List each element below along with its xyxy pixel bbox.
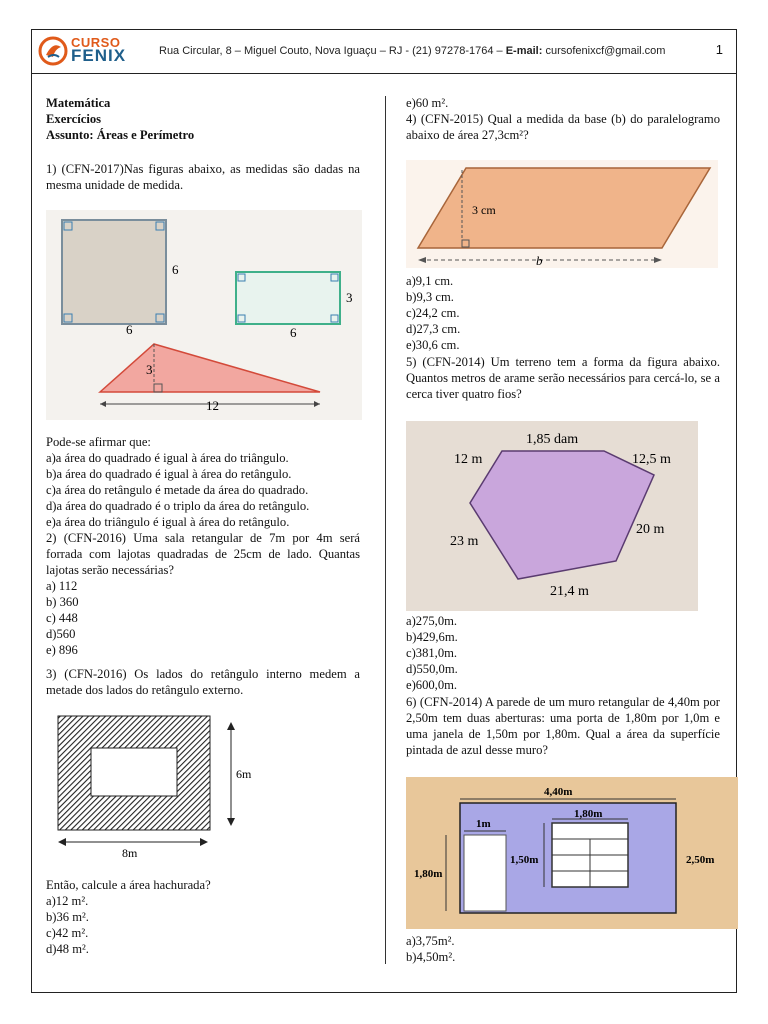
question-4-text: 4) (CFN-2015) Qual a medida da base (b) do paralelogramo abaixo de área 27,3cm²? xyxy=(406,112,720,142)
email-label: E-mail: xyxy=(505,45,543,57)
q6-option-b: b)4,50m². xyxy=(406,950,456,964)
address-text: Rua Circular, 8 – Miguel Couto, Nova Iguaçu – RJ - (21) 97278-1764 – xyxy=(159,45,503,57)
q1-option-a: a)a área do quadrado é igual à área do triângulo. xyxy=(46,451,289,465)
fig1-label-rect-side: 3 xyxy=(346,290,353,305)
fig3-label-height: 6m xyxy=(236,767,252,781)
fig6-label-width: 4,40m xyxy=(544,786,573,798)
fig5-label-right: 20 m xyxy=(636,522,665,537)
q1-option-d: d)a área do quadrado é o triplo da área do retângulo. xyxy=(46,499,310,513)
question-4 xyxy=(406,95,720,143)
q4-option-b: b)9,3 cm. xyxy=(406,290,454,304)
q2-option-b: b) 360 xyxy=(46,595,79,609)
q2-option-c: c) 448 xyxy=(46,611,78,625)
fig6-label-window-height: 1,50m xyxy=(510,854,539,866)
question-6 xyxy=(406,694,720,758)
fig5-label-top: 1,85 dam xyxy=(526,432,579,447)
q3-option-e: e)60 m². xyxy=(406,96,449,110)
fig5-label-top-right: 12,5 m xyxy=(632,452,671,467)
fig3-label-width: 8m xyxy=(122,846,138,860)
figure-5 xyxy=(406,421,698,611)
question-3 xyxy=(46,666,360,698)
question-1-options xyxy=(46,434,360,530)
fig6-label-door-width: 1m xyxy=(476,818,491,830)
fig1-label-square-side: 6 xyxy=(172,262,179,277)
q5-option-b: b)429,6m. xyxy=(406,630,458,644)
fig6-label-window-width: 1,80m xyxy=(574,808,603,820)
email-text: cursofenixcf@gmail.com xyxy=(545,45,666,57)
q3-option-b: b)36 m². xyxy=(46,910,89,924)
q4-option-e: e)30,6 cm. xyxy=(406,338,460,352)
fig4-label-height: 3 cm xyxy=(472,203,496,217)
question-3-prompt: Então, calcule a área hachurada? xyxy=(46,878,211,892)
question-5 xyxy=(406,354,720,402)
logo-text-top: CURSO xyxy=(71,35,121,50)
fig1-label-square-bottom: 6 xyxy=(126,322,133,337)
question-4-options xyxy=(406,273,720,353)
q3-option-a: a)12 m². xyxy=(46,894,89,908)
q2-option-e: e) 896 xyxy=(46,643,78,657)
header xyxy=(31,29,737,74)
fig5-label-bottom: 21,4 m xyxy=(550,584,589,599)
figure-6 xyxy=(406,777,738,929)
figure-4 xyxy=(406,160,718,268)
q1-option-c: c)a área do retângulo é metade da área do quadrado. xyxy=(46,483,309,497)
page-number: 1 xyxy=(715,42,723,57)
q2-option-d: d)560 xyxy=(46,627,76,641)
phoenix-logo-icon xyxy=(37,35,69,67)
type-title: Exercícios xyxy=(46,112,102,126)
subject-title: Matemática xyxy=(46,96,111,110)
fig5-label-left: 23 m xyxy=(450,534,479,549)
q5-option-c: c)381,0m. xyxy=(406,646,458,660)
q5-option-a: a)275,0m. xyxy=(406,614,458,628)
question-2-text: 2) (CFN-2016) Uma sala retangular de 7m por 4m será forrada com lajotas quadradas de 25cm de lado. Quantas lajotas serão necessárias? xyxy=(46,531,360,577)
q3-option-c: c)42 m². xyxy=(46,926,89,940)
header-address xyxy=(159,45,665,57)
topic-title: Assunto: Áreas e Perímetro xyxy=(46,128,195,142)
q2-option-a: a) 112 xyxy=(46,579,78,593)
q4-option-d: d)27,3 cm. xyxy=(406,322,461,336)
q5-option-e: e)600,0m. xyxy=(406,678,458,692)
question-6-options xyxy=(406,933,720,965)
figure-1 xyxy=(46,210,362,420)
column-divider xyxy=(385,96,386,964)
q6-option-a: a)3,75m². xyxy=(406,934,455,948)
question-1-text: 1) (CFN-2017)Nas figuras abaixo, as medidas são dadas na mesma unidade de medida. xyxy=(46,162,360,192)
fig6-label-door-height: 1,80m xyxy=(414,868,443,880)
fig1-label-tri-height: 3 xyxy=(146,362,153,377)
q3-option-d: d)48 m². xyxy=(46,942,89,956)
fig1-label-tri-base: 12 xyxy=(206,398,219,413)
question-1-prompt: Pode-se afirmar que: xyxy=(46,435,151,449)
logo-text-bottom: FENIX xyxy=(71,46,127,65)
q4-option-a: a)9,1 cm. xyxy=(406,274,454,288)
fig5-label-top-left: 12 m xyxy=(454,452,483,467)
question-3-options xyxy=(46,877,360,957)
logo xyxy=(37,35,137,67)
figure-3 xyxy=(56,714,276,864)
fig4-label-base: b xyxy=(536,253,543,268)
question-1 xyxy=(46,161,360,193)
left-heading xyxy=(46,95,360,143)
q4-option-c: c)24,2 cm. xyxy=(406,306,460,320)
question-6-text: 6) (CFN-2014) A parede de um muro retangular de 4,40m por 2,50m tem duas aberturas: uma porta de 1,80m por 1,0m e uma janela de 1,50m por 1,80m. Qual a área da superfície pintada de azul desse muro? xyxy=(406,695,720,757)
question-2 xyxy=(46,530,360,658)
fig1-label-rect-bottom: 6 xyxy=(290,325,297,340)
question-5-options xyxy=(406,613,720,693)
q5-option-d: d)550,0m. xyxy=(406,662,458,676)
fig6-label-height: 2,50m xyxy=(686,854,715,866)
q1-option-e: e)a área do triângulo é igual à área do retângulo. xyxy=(46,515,290,529)
question-3-text: 3) (CFN-2016) Os lados do retângulo interno medem a metade dos lados do retângulo externo. xyxy=(46,667,360,697)
q1-option-b: b)a área do quadrado é igual à área do retângulo. xyxy=(46,467,292,481)
question-5-text: 5) (CFN-2014) Um terreno tem a forma da figura abaixo. Quantos metros de arame serão necessários para cercá-lo, se a cerca tiver quatro fios? xyxy=(406,355,720,401)
